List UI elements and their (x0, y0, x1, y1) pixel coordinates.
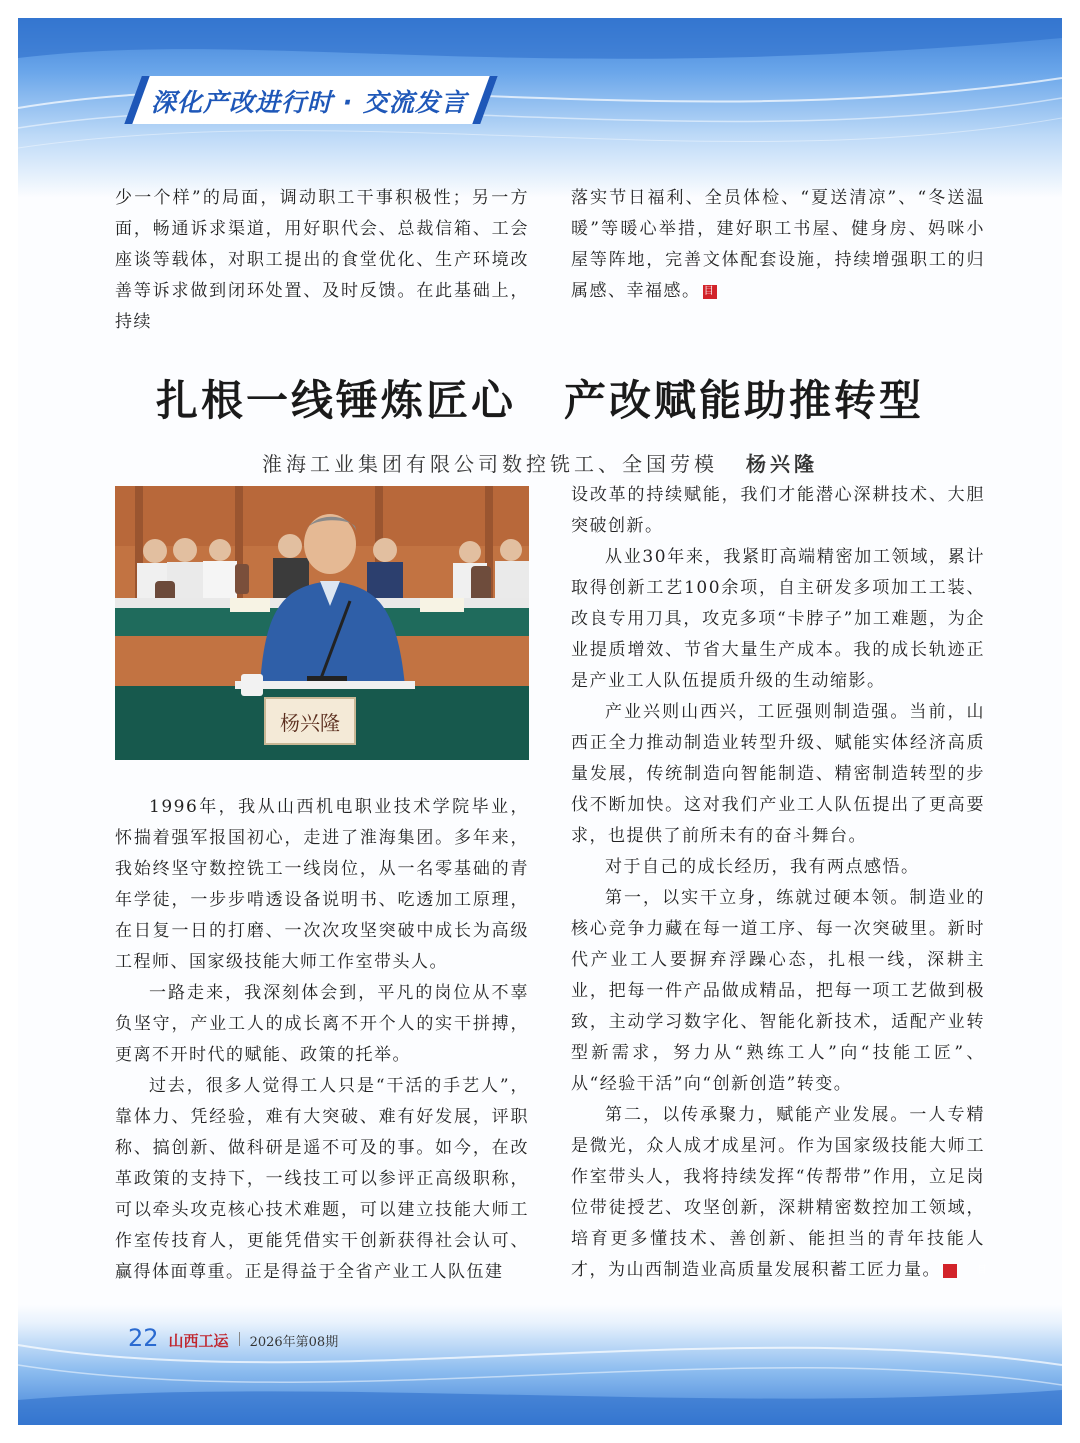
article-right-column (571, 480, 989, 1286)
previous-article-right (571, 183, 985, 307)
issue-number: 2026年第08期 (249, 1335, 339, 1350)
article-paragraph: 一路走来，我深刻体会到，平凡的岗位从不辜负坚守，产业工人的成长离不开个人的实干拼搏，更离不开时代的赋能、政策的托举。 (115, 983, 529, 1065)
article-left-column (115, 792, 529, 1288)
previous-article-right-text: 落实节日福利、全员体检、“夏送清凉”、“冬送温暖”等暖心举措，建好职工书屋、健身房、妈咪小屋等阵地，完善文体配套设施，持续增强职工的归属感、幸福感。 (571, 188, 985, 301)
previous-article-right-para (571, 183, 985, 307)
article-paragraph: 1996年，我从山西机电职业技术学院毕业，怀揣着强军报国初心，走进了淮海集团。多年来，我始终坚守数控铣工一线岗位，从一名零基础的青年学徒，一步步啃透设备说明书、吃透加工原理，在日复一日的打磨、一次次攻坚突破中成长为高级工程师、国家级技能大师工作室带头人。 (115, 797, 529, 972)
previous-article-left-text: 少一个样”的局面，调动职工干事积极性；另一方面，畅通诉求渠道，用好职代会、总裁信箱、工会座谈等载体，对职工提出的食堂优化、生产环境改善等诉求做到闭环处置、及时反馈。在此基础上，持续 (115, 188, 529, 332)
article-title (18, 368, 1062, 428)
article-title-part2: 产改赋能助推转型 (564, 376, 925, 425)
end-mark-icon: 目 (703, 285, 716, 297)
article-paragraph: 产业兴则山西兴，工匠强则制造强。当前，山西正全力推动制造业转型升级、赋能实体经济高质量发展，传统制造向智能制造、精密制造转型的步伐不断加快。这对我们产业工人队伍提出了更高要求，也提供了前所未有的奋斗舞台。 (571, 702, 985, 846)
byline-name: 杨兴隆 (746, 452, 818, 476)
byline-org: 淮海工业集团有限公司数控铣工、全国劳模 (262, 452, 718, 476)
speaker-photo (115, 486, 529, 760)
page-number: 22 (128, 1324, 159, 1352)
magazine-name: 山西工运 (168, 1332, 229, 1350)
article-paragraph-last (571, 1100, 989, 1286)
article-title-part1: 扎根一线锤炼匠心 (155, 376, 516, 425)
magazine-page (18, 18, 1062, 1425)
article-paragraph: 对于自己的成长经历，我有两点感悟。 (605, 857, 920, 877)
article-paragraph-continued: 设改革的持续赋能，我们才能潜心深耕技术、大胆突破创新。 (571, 485, 985, 536)
article-paragraph: 第一，以实干立身，练就过硬本领。制造业的核心竞争力藏在每一道工序、每一次突破里。新时代产业工人要摒弃浮躁心态，扎根一线，深耕主业，把每一件产品做成精品，把每一项工艺做到极致，主动学习数字化、智能化新技术，适配产业转型新需求，努力从“熟练工人”向“技能工匠”、从“经验干活”向“创新创造”转变。 (571, 888, 985, 1094)
article-paragraph: 过去，很多人觉得工人只是“干活的手艺人”，靠体力、凭经验，难有大突破、难有好发展，评职称、搞创新、做科研是遥不可及的事。如今，在改革政策的支持下，一线技工可以参评正高级职称，可以牵头攻克核心技术难题，可以建立技能大师工作室传技育人，更能凭借实干创新获得社会认可、赢得体面尊重。正是得益于全省产业工人队伍建 (115, 1076, 529, 1282)
article-byline (18, 448, 1062, 477)
section-tag-text: 深化产改进行时 · 交流发言 (151, 88, 467, 117)
section-tag (133, 76, 473, 124)
page-footer (128, 1324, 338, 1354)
article-paragraph: 从业30年来，我紧盯高端精密加工领域，累计取得创新工艺100余项，自主研发多项加工工装、改良专用刀具，攻克多项“卡脖子”加工难题，为企业提质增效、节省大量生产成本。我的成长轨迹正是产业工人队伍提质升级的生动缩影。 (571, 547, 985, 691)
footer-banner (18, 1305, 1062, 1425)
previous-article-left (115, 183, 529, 338)
article-paragraph-text: 第二，以传承聚力，赋能产业发展。一人专精是微光，众人成才成星河。作为国家级技能大师工作室带头人，我将持续发挥“传帮带”作用，立足岗位带徒授艺、攻坚创新，深耕精密数控加工领域，培育更多懂技术、善创新、能担当的青年技能人才，为山西制造业高质量发展积蓄工匠力量。 (571, 1105, 985, 1280)
footer-wave-decoration (18, 1305, 1062, 1425)
nameplate-text: 杨兴隆 (280, 711, 340, 735)
header-banner (18, 18, 1062, 198)
footer-divider (239, 1332, 240, 1346)
end-mark-icon: 目 (943, 1264, 957, 1278)
